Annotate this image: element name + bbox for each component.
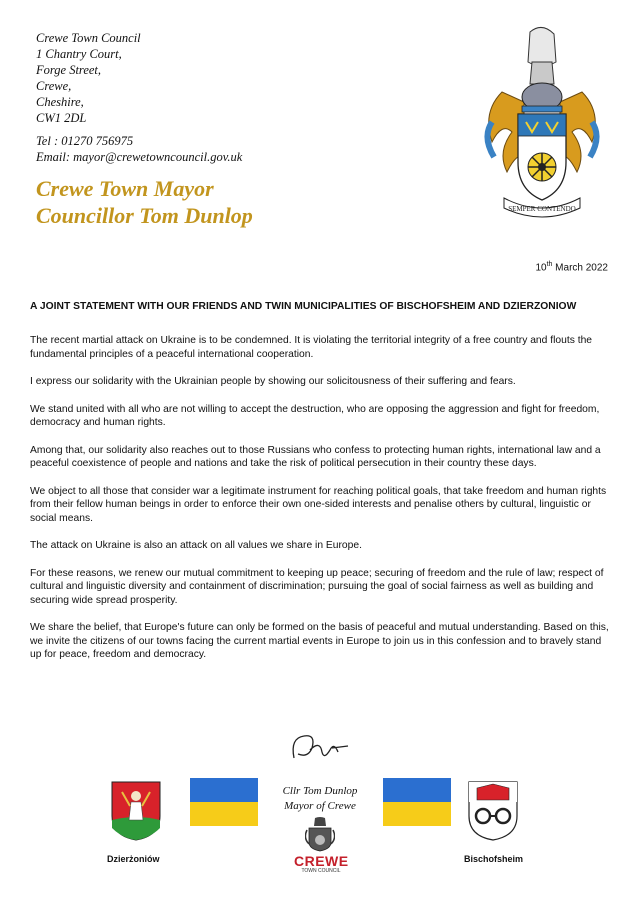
contact-block [36, 133, 242, 165]
handwritten-signature-icon [286, 728, 356, 768]
ukraine-flag-left [190, 778, 258, 826]
address-line: Cheshire, [36, 95, 84, 109]
mayor-title-line2: Councillor Tom Dunlop [36, 203, 253, 228]
signatory [270, 784, 370, 814]
paragraph: For these reasons, we renew our mutual commitment to keeping up peace; securing of freedom and the rule of law; respect of cultural and linguistic diversity and containment of discrimination; pursuing the goal of social fairness as well as building and securing wide spread prosperity. [30, 567, 604, 606]
flag-yellow-band [383, 802, 451, 826]
statement-body [30, 334, 615, 676]
letter-date [535, 261, 608, 273]
address-line: Crewe Town Council [36, 31, 141, 45]
crewe-town-council-logo-icon [305, 816, 335, 852]
bischofsheim-label: Bischofsheim [464, 854, 524, 864]
dzierzoniow-label: Dzierżoniów [107, 854, 160, 864]
paragraph: We object to all those that consider war a legitimate instrument for reaching political goals, that take freedom and human rights from their fellow human beings in order to enforce their own one-sided interests and penalise others by cultural, linguistic or social means. [30, 485, 607, 524]
address-line: Forge Street, [36, 63, 102, 77]
mayor-title [36, 175, 253, 229]
address-line: Crewe, [36, 79, 72, 93]
statement-heading: A JOINT STATEMENT WITH OUR FRIENDS AND TWIN MUNICIPALITIES OF BISCHOFSHEIM AND DZIERZONIOW [30, 301, 577, 312]
mayor-title-line1: Crewe Town Mayor [36, 176, 214, 201]
dzierzoniow-coat-of-arms-icon [110, 780, 162, 842]
crewe-coat-of-arms-icon [482, 22, 602, 222]
crewe-logo-subtext: TOWN COUNCIL [301, 868, 341, 874]
paragraph: The attack on Ukraine is also an attack on all values we share in Europe. [30, 540, 362, 551]
date-suffix: th [546, 261, 553, 268]
ukraine-flag-right [383, 778, 451, 826]
sender-address [36, 30, 141, 126]
address-line: CW1 2DL [36, 111, 87, 125]
flag-blue-band [383, 778, 451, 802]
bischofsheim-coat-of-arms-icon [467, 780, 519, 842]
signatory-name: Cllr Tom Dunlop [282, 785, 358, 797]
flag-blue-band [190, 778, 258, 802]
paragraph: I express our solidarity with the Ukrainian people by showing our solicitousness of their suffering and fears. [30, 376, 516, 387]
signatory-title: Mayor of Crewe [284, 800, 356, 812]
paragraph: We share the belief, that Europe's future can only be formed on the basis of peaceful and mutual understanding. Based on this, we invite the citizens of our towns facing the current martial events in Europe to join us in this confession and to bravely stand up for peace, freedom and democracy. [30, 622, 609, 660]
date-day: 10 [535, 262, 547, 274]
paragraph: The recent martial attack on Ukraine is to be condemned. It is violating the territorial integrity of a free country and flouts the fundamental principles of a peaceful international cooperation. [30, 335, 593, 360]
crest-motto: SEMPER CONTENDO [508, 205, 576, 213]
address-line: 1 Chantry Court, [36, 47, 122, 61]
crewe-logo-text: CREWE [294, 853, 349, 869]
paragraph: Among that, our solidarity also reaches out to those Russians who confess to protecting human rights, international law and a peaceful coexistence of people and nations and take the risk of political persecution in their country these days. [30, 444, 601, 469]
email: Email: mayor@crewetowncouncil.gov.uk [36, 150, 243, 164]
paragraph: We stand united with all who are not willing to accept the destruction, who are opposing the aggression and fight for freedom, democracy and human rights. [30, 403, 600, 428]
telephone: Tel : 01270 756975 [36, 134, 134, 148]
date-rest: March 2022 [552, 262, 608, 274]
flag-yellow-band [190, 802, 258, 826]
